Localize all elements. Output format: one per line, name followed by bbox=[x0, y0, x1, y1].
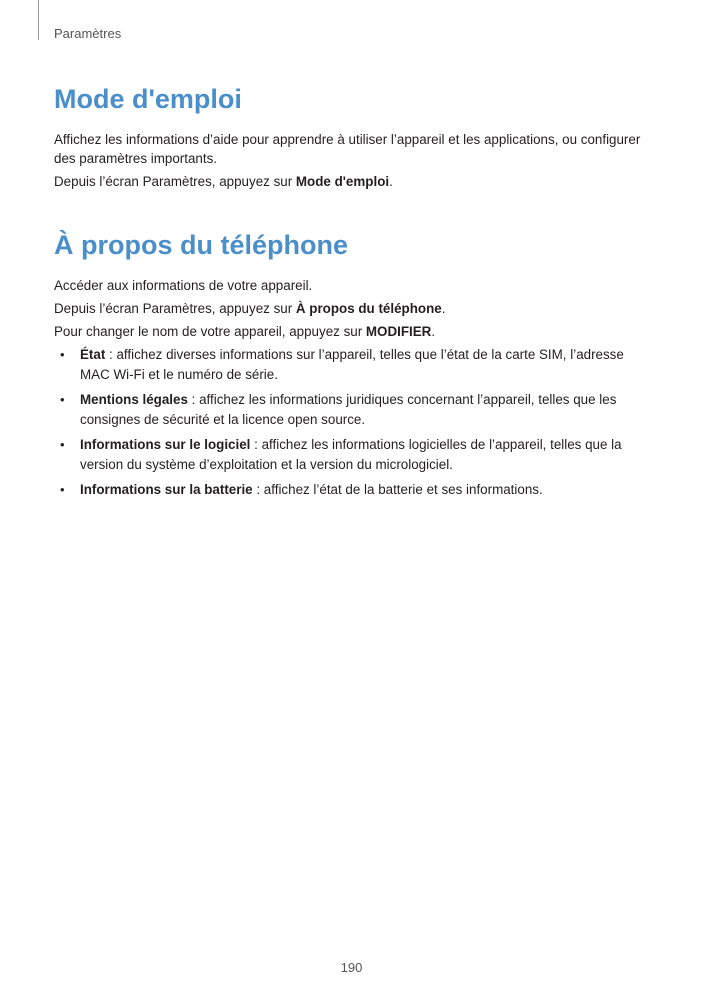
list-item-description: : affichez diverses informations sur l’appareil, telles que l’état de la carte SIM, l’adresse MAC Wi-Fi et le numéro de série. bbox=[80, 347, 624, 382]
paragraph-text: Pour changer le nom de votre appareil, appuyez sur bbox=[54, 324, 366, 339]
section-title: Mode d'emploi bbox=[54, 84, 242, 114]
paragraph-instruction bbox=[54, 172, 649, 191]
page-number: 190 bbox=[340, 960, 363, 975]
paragraph: Accéder aux informations de votre appareil. bbox=[54, 278, 313, 293]
list-item-term: État bbox=[80, 347, 106, 362]
paragraph-text: Depuis l’écran Paramètres, appuyez sur bbox=[54, 301, 296, 316]
paragraph-text: Depuis l’écran Paramètres, appuyez sur bbox=[54, 174, 296, 189]
bullet-icon: • bbox=[60, 482, 65, 497]
section-title: À propos du téléphone bbox=[54, 230, 348, 260]
list-item bbox=[54, 480, 649, 500]
menu-item-reference: Mode d'emploi bbox=[295, 174, 390, 189]
list-item-term: Informations sur la batterie bbox=[80, 482, 253, 497]
list-item bbox=[54, 345, 649, 385]
list-item-term: Informations sur le logiciel bbox=[80, 437, 251, 452]
paragraph-text: . bbox=[431, 324, 436, 339]
menu-item-reference: À propos du téléphone bbox=[295, 301, 442, 316]
paragraph: Affichez les informations d’aide pour apprendre à utiliser l’appareil et les applications, ou configurer des paramètres importants. bbox=[54, 132, 641, 166]
section-user-manual bbox=[54, 82, 649, 195]
paragraph-text: . bbox=[389, 174, 393, 189]
running-header: Paramètres bbox=[54, 26, 122, 41]
header-divider bbox=[38, 0, 39, 40]
list-item bbox=[54, 435, 649, 475]
list-item bbox=[54, 390, 649, 430]
list-item-term: Mentions légales bbox=[80, 392, 188, 407]
bullet-list bbox=[54, 345, 649, 500]
bullet-icon: • bbox=[60, 437, 65, 452]
paragraph-instruction bbox=[54, 299, 649, 318]
bullet-icon: • bbox=[60, 392, 65, 407]
menu-item-reference: MODIFIER bbox=[365, 324, 432, 339]
list-item-description: : affichez les informations logicielles de l’appareil, telles que la version du système d’exploitation et la version du micrologiciel. bbox=[80, 437, 622, 472]
list-item-description: : affichez les informations juridiques concernant l’appareil, telles que les consignes de sécurité et la licence open source. bbox=[80, 392, 617, 427]
paragraph-text: . bbox=[441, 301, 446, 316]
list-item-description: : affichez l’état de la batterie et ses informations. bbox=[252, 482, 543, 497]
bullet-icon: • bbox=[60, 347, 65, 362]
paragraph-instruction bbox=[54, 322, 649, 341]
section-about-phone bbox=[54, 228, 649, 505]
